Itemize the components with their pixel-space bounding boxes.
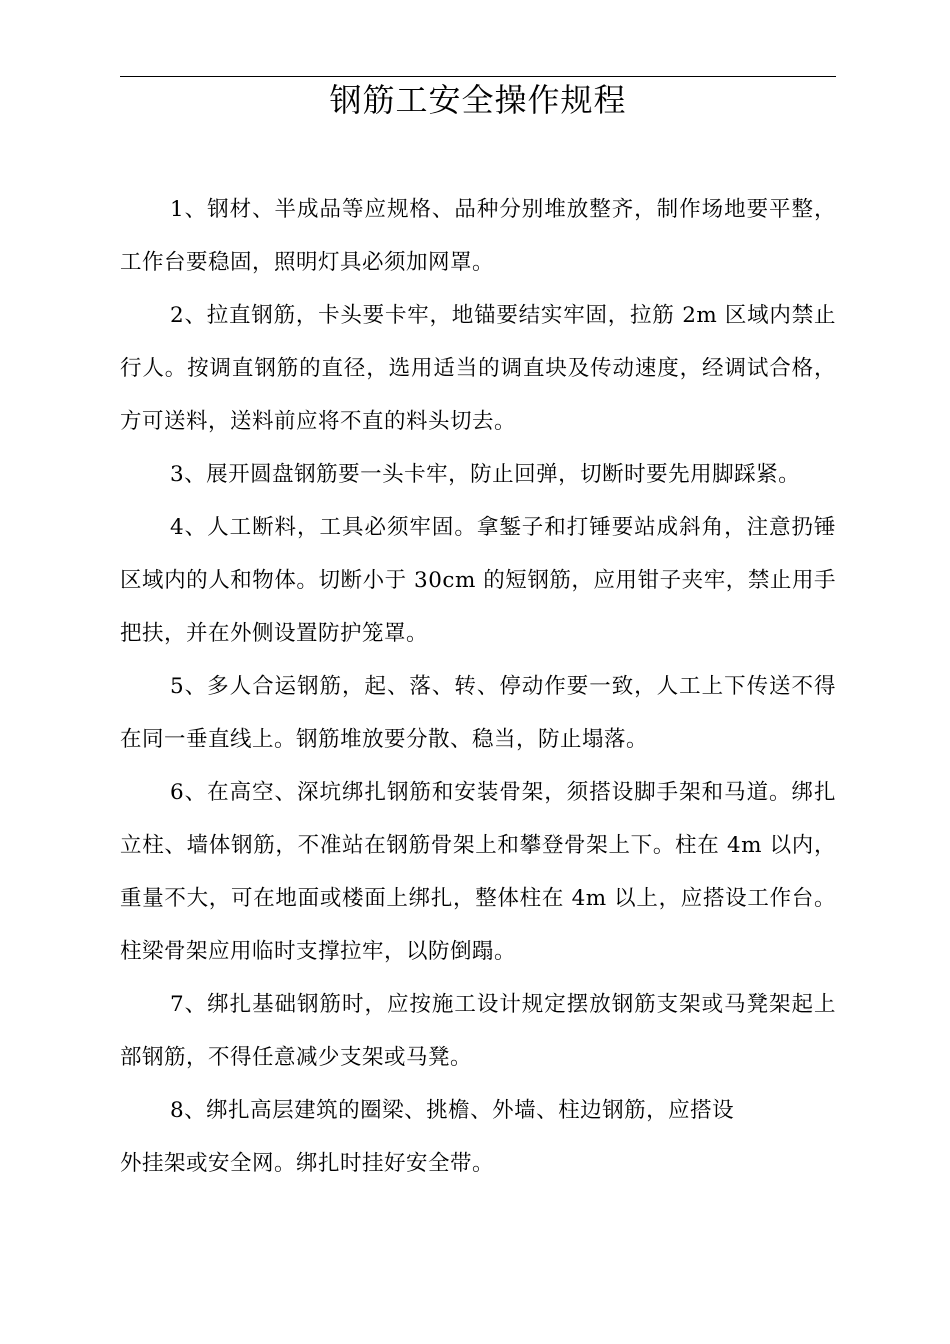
paragraph-7: 7、绑扎基础钢筋时，应按施工设计规定摆放钢筋支架或马凳架起上部钢筋，不得任意减少支架或马凳。	[120, 992, 836, 1070]
paragraph-8-line-1: 8、绑扎高层建筑的圈梁、挑檐、外墙、柱边钢筋，应搭设	[170, 1098, 735, 1123]
paragraph-3: 3、展开圆盘钢筋要一头卡牢，防止回弹，切断时要先用脚踩紧。	[170, 462, 801, 487]
paragraph-2: 2、拉直钢筋，卡头要卡牢，地锚要结实牢固，拉筋 2m 区域内禁止行人。按调直钢筋的直径，选用适当的调直块及传动速度，经调试合格，方可送料，送料前应将不直的料头切去。	[120, 303, 836, 434]
paragraph-5: 5、多人合运钢筋，起、落、转、停动作要一致，人工上下传送不得在同一垂直线上。钢筋堆放要分散、稳当，防止塌落。	[120, 674, 836, 752]
paragraph-6: 6、在高空、深坑绑扎钢筋和安装骨架，须搭设脚手架和马道。绑扎立柱、墙体钢筋，不准站在钢筋骨架上和攀登骨架上下。柱在 4m 以内，重量不大，可在地面或楼面上绑扎，整体柱在 4m 以上，应搭设工作台。柱梁骨架应用临时支撑拉牢，以防倒蹋。	[120, 780, 836, 964]
paragraph-8-line-2: 外挂架或安全网。绑扎时挂好安全带。	[120, 1151, 495, 1176]
paragraph-4: 4、人工断料，工具必须牢固。拿錾子和打锤要站成斜角，注意扔锤区域内的人和物体。切断小于 30cm 的短钢筋，应用钳子夹牢，禁止用手把扶，并在外侧设置防护笼罩。	[120, 515, 836, 646]
page-title: 钢筋工安全操作规程	[329, 81, 627, 119]
header-rule	[120, 76, 836, 77]
paragraph-8	[120, 1084, 836, 1190]
document-body	[120, 183, 836, 1190]
paragraph-1: 1、钢材、半成品等应规格、品种分别堆放整齐，制作场地要平整，工作台要稳固，照明灯具必须加网罩。	[120, 197, 836, 275]
